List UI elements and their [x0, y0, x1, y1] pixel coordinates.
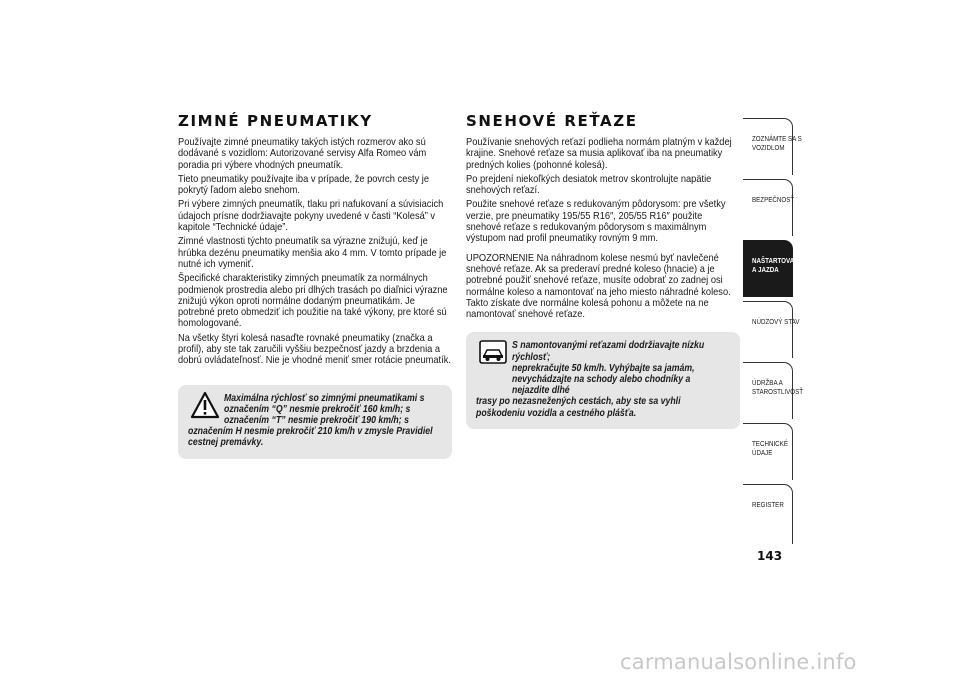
section-heading-snow-chains: SNEHOVÉ REŤAZE: [466, 112, 638, 130]
notice-paragraph: UPOZORNENIE Na náhradnom kolese nesmú byť navlečené snehové reťaze. Ak sa prederaví predné koleso (hnacie) a je potrebné použiť snehové reťaze, musíte odobrať zo zadnej osi normálne koleso a namontovať na jeho miesto náhradné koleso. Takto získate dve normálne kolesá pohonu a môžete na ne namontovať snehové reťaze.: [466, 252, 731, 321]
warning-text: [476, 340, 730, 418]
sidebar-tab-label: BEZPEČNOSŤ: [752, 195, 795, 204]
sidebar-tab-getting-to-know[interactable]: [743, 118, 802, 175]
sidebar-tab-label: TECHNICKÉ ÚDAJE: [752, 439, 788, 457]
sidebar-tab-technical-data[interactable]: [743, 423, 793, 480]
paragraph: Na všetky štyri kolesá nasaďte rovnaké pneumatiky (značka a profil), aby ste tak zaručili vyššiu bezpečnosť jazdy a brzdenia a dobrú ovládateľnosť. Nie je vhodné meniť smer rotácie pneumatík.: [178, 332, 451, 367]
warning-text: [188, 393, 442, 449]
warning-line: označením “T” nesmie prekročiť 190 km/h; s: [224, 415, 409, 427]
right-column: [466, 112, 740, 429]
paragraph: Špecifické charakteristiky zimných pneumatík za normálnych podmienok prostredia alebo pri dlhých trasách po diaľnici výrazne znižujú výkon oproti normálne dodaným pneumatikám. Je potrebné preto obmedziť ich použitie na také výkony, pre ktoré sú homologované.: [178, 273, 448, 330]
watermark: carmanualsonline.info: [620, 650, 857, 674]
paragraph: Použite snehové reťaze s redukovaným pôdorysom: pre všetky verzie, pre pneumatiky 195/55 R16″, 205/55 R16″ použite snehové reťaze s redukovaným pôdorysom s maximálnym výstupom nad profil pneumatiky rovným 9 mm.: [466, 199, 726, 245]
sidebar-tab-emergency[interactable]: [743, 301, 800, 358]
warning-line: označením “Q” nesmie prekročiť 160 km/h; s: [224, 403, 411, 415]
section-heading-winter-tyres: ZIMNÉ PNEUMATIKY: [178, 112, 373, 130]
sidebar-tab-safety[interactable]: [743, 179, 793, 236]
paragraph: Po prejdení niekoľkých desiatok metrov skontrolujte napätie snehových reťazí.: [466, 173, 712, 197]
paragraph: Pri výbere zimných pneumatík, tlaku pri nafukovaní a súvisiacich údajoch prísne dodržiavajte pokyny uvedené v časti “Kolesá” v kapitole “Technické údaje”.: [178, 199, 444, 234]
warning-line: Maximálna rýchlosť so zimnými pneumatikami s: [224, 392, 425, 404]
paragraph: Používanie snehových reťazí podlieha normám platným v každej krajine. Snehové reťaze sa musia aplikovať iba na pneumatiky predných kolies (pohonné kolesá).: [466, 137, 732, 171]
sidebar-tab-maintenance[interactable]: [743, 362, 804, 419]
chapter-sidebar: [743, 118, 805, 548]
warning-line: S namontovanými reťazami dodržiavajte nízku rýchlosť;: [512, 340, 705, 363]
left-column: [178, 112, 452, 459]
sidebar-tab-label: NÚDZOVÝ STAV: [752, 317, 800, 326]
paragraph: Tieto pneumatiky používajte iba v prípade, že povrch cesty je pokrytý ľadom alebo snehom.: [178, 173, 430, 197]
paragraph: Používajte zimné pneumatiky takých istých rozmerov ako sú dodávané s vozidlom: Autorizované servisy Alfa Romeo vám poradia pri výbere vhodných pneumatík.: [178, 137, 427, 171]
sidebar-tab-label: REGISTER: [752, 500, 784, 509]
warning-line: neprekračujte 50 km/h. Vyhýbajte sa jamám,: [512, 362, 695, 374]
sidebar-tab-starting-driving[interactable]: [743, 240, 805, 297]
warning-line: trasy po nezasnežených cestách, aby ste sa vyhli poškodeniu vozidla a cestného plášťa.: [476, 396, 681, 419]
warning-box-snow-chains: [466, 332, 740, 428]
paragraph: Zimné vlastnosti týchto pneumatík sa výrazne znižujú, keď je hrúbka dezénu pneumatiky menšia ako 4 mm. V tomto prípade je nutné ich vymeniť.: [178, 236, 447, 270]
sidebar-tab-index[interactable]: [743, 484, 793, 544]
warning-line: nevychádzajte na schody alebo chodníky a nejazdite dlhé: [512, 374, 691, 397]
warning-line: označením H nesmie prekročiť 210 km/h v zmysle Pravidiel cestnej premávky.: [188, 426, 433, 449]
sidebar-tab-label: ÚDRŽBA A STAROSTLIVOSŤ: [752, 378, 804, 396]
sidebar-tab-label: NAŠTARTOVANIE A JAZDA: [752, 256, 805, 274]
page-number: 143: [757, 549, 783, 563]
sidebar-tab-label: ZOZNÁMTE SA S VOZIDLOM: [752, 134, 802, 152]
warning-box-winter-speed: [178, 385, 452, 459]
